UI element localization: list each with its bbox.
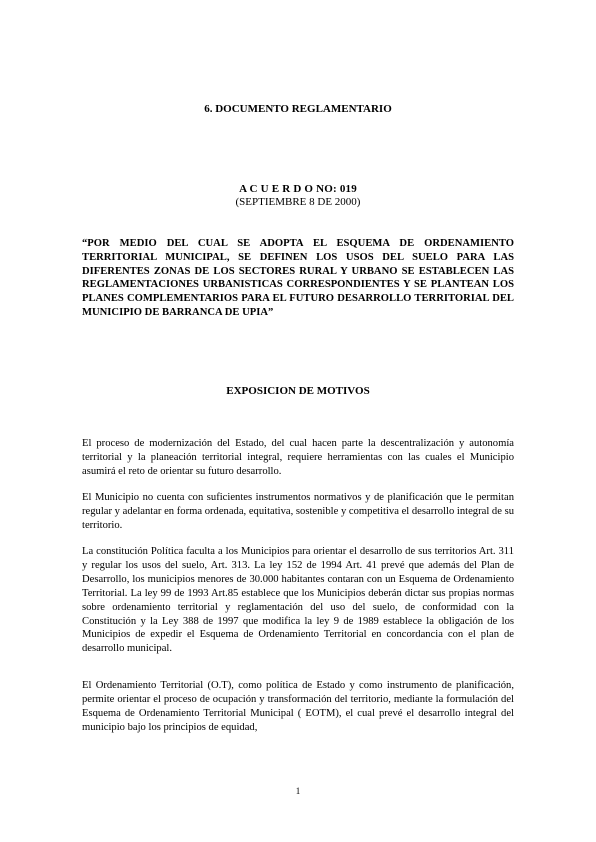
document-title: 6. DOCUMENTO REGLAMENTARIO [204, 103, 392, 115]
resolution-statement: “POR MEDIO DEL CUAL SE ADOPTA EL ESQUEMA DE ORDENAMIENTO TERRITORIAL MUNICIPAL, SE DEFINEN LOS USOS DEL SUELO PARA LAS DIFERENTES ZONAS DE LOS SECTORES RURAL Y URBANO SE ESTABLECEN LAS REGLAMENTACIONES URBANISTICAS CORRESPONDIENTES Y SE PLANTEAN LOS PLANES COMPLEMENTARIOS PARA EL FUTURO DESARROLLO TERRITORIAL DEL MUNICIPIO DE BARRANCA DE UPIA” [82, 238, 514, 318]
section-title: EXPOSICION DE MOTIVOS [226, 385, 370, 397]
body-paragraph: El Ordenamiento Territorial (O.T), como política de Estado y como instrumento de planificación, permite orientar el proceso de ocupación y transformación del territorio, mediante la formulación del Esquema de Ordenamiento Territorial Municipal ( EOTM), el cual prevé el desarrollo integral del municipio bajo los principios de equidad, [82, 680, 514, 733]
acuerdo-date: (SEPTIEMBRE 8 DE 2000) [235, 196, 361, 208]
acuerdo-number: A C U E R D O NO: 019 [239, 183, 357, 195]
page-number: 1 [295, 786, 301, 796]
body-paragraph: La constitución Política faculta a los Municipios para orientar el desarrollo de sus territorios Art. 311 y regular los usos del suelo, Art. 313. La ley 152 de 1994 Art. 41 prevé que además del Plan de Desarrollo, los municipios menores de 30.000 habitantes contaran con un Esquema de Ordenamiento Territorial. La ley 99 de 1993 Art.85 establece que los Municipios deberán dictar sus propias normas sobre ordenamiento territorial y reglamentación del uso del suelo, de conformidad con la Constitución y la Ley 388 de 1997 que modifica la ley 9 de 1989 establece la obligación de los Municipios de expedir el Esquema de Ordenamiento Territorial en concordancia con el plan de desarrollo municipal. [82, 546, 514, 655]
body-paragraph: El proceso de modernización del Estado, del cual hacen parte la descentralización y autonomía territorial y la planeación territorial integral, requiere herramientas con las cuales el Municipio asumirá el reto de orientar su futuro desarrollo. [82, 438, 514, 477]
body-paragraph: El Municipio no cuenta con suficientes instrumentos normativos y de planificación que le permitan regular y adelantar en forma ordenada, equitativa, sostenible y competitiva el desarrollo integral de su territorio. [82, 492, 514, 531]
